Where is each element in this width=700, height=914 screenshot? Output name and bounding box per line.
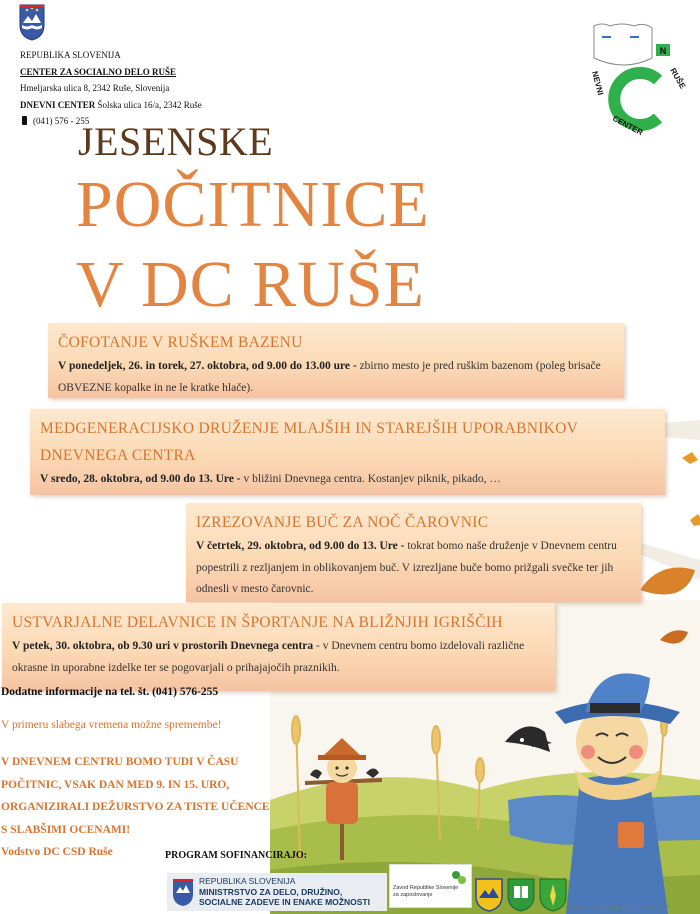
- duty-line: POČITNIC, VSAK DAN MED 9. IN 15. URO,: [1, 778, 230, 791]
- logo-center: CENTER: [611, 113, 645, 138]
- header-center-name: CENTER ZA SOCIALNO DELO RUŠE: [20, 66, 177, 77]
- dnevni-center-logo: [582, 22, 688, 140]
- zavod-line: Zavod Republike Slovenije: [393, 885, 459, 891]
- ministry-republic: REPUBLIKA SLOVENIJA: [199, 876, 296, 887]
- event-desc: - v Dnevnem centru bomo izdelovali različne okrasne in uporabne izdelke ter se pogovarjali o prihajajočih praznikih.: [12, 640, 525, 674]
- municipality-crest-icon: [539, 878, 567, 912]
- event-heading: MEDGENERACIJSKO DRUŽENJE MLAJŠIH IN STAREJŠIH UPORABNIKOV DNEVNEGA CENTRA: [40, 420, 578, 464]
- event-card-pumpkins: [186, 503, 641, 602]
- ministry-text: [199, 876, 370, 908]
- municipality-crest-icon: [475, 878, 503, 912]
- additional-info: Dodatne informacije na tel. št. (041) 576-255: [1, 686, 219, 698]
- title-line-1: JESENSKE: [78, 119, 274, 164]
- employment-service-logo: [389, 864, 472, 908]
- header-phone: (041) 576 - 255: [33, 116, 90, 126]
- header-day-center-address: Šolska ulica 16/a, 2342 Ruše: [95, 99, 202, 110]
- header-address: Hmeljarska ulica 8, 2342 Ruše, Slovenija: [20, 83, 170, 93]
- event-description: [58, 356, 614, 399]
- ministry-crest-icon: [171, 877, 195, 907]
- event-when: V sredo, 28. oktobra, od 9.00 do 13. Ure -: [40, 473, 244, 485]
- header-day-center: [20, 97, 202, 114]
- event-heading: IZREZOVANJE BUČ ZA NOČ ČAROVNIC: [196, 514, 489, 531]
- slovenia-coat-of-arms-icon: [18, 3, 46, 41]
- event-when: V petek, 30. oktobra, ob 9.30 uri v prostorih Dnevnega centra: [12, 640, 314, 652]
- event-desc: zbirno mesto je pred ruškim bazenom (poleg brisače OBVEZNE kopalke in ne le kratke hlače).: [58, 360, 601, 394]
- event-description: [40, 469, 655, 491]
- title-line-2: POČITNICE: [76, 168, 430, 241]
- title-line-3: V DC RUŠE: [76, 248, 425, 321]
- phone-icon: [22, 116, 27, 125]
- logo-ruse: RUŠE: [668, 66, 688, 91]
- event-heading: ČOFOTANJE V RUŠKEM BAZENU: [58, 334, 303, 351]
- municipality-crest-icon: [507, 878, 535, 912]
- event-card-workshops: [2, 603, 555, 691]
- event-desc: v bližini Dnevnega centra. Kostanjev piknik, pikado, …: [243, 473, 501, 485]
- header-day-center-label: DNEVNI CENTER: [20, 99, 96, 110]
- event-desc: tokrat bomo naše druženje v Dnevnem centru popestrili z rezljanjem in oblikovanjem buč. V izrezljane buče bomo prižgali svečke ter jih odnesli v mesto čarovnic.: [196, 540, 617, 595]
- duty-notice: [1, 751, 270, 864]
- event-heading: USTVARJALNE DELAVNICE IN ŠPORTANJE NA BLIŽNJIH IGRIŠČIH: [12, 614, 503, 631]
- event-when: V ponedeljek, 26. in torek, 27. oktobra, od 9.00 do 13.00 ure -: [58, 360, 360, 372]
- event-card-intergenerational: [30, 409, 665, 495]
- duty-line: S SLABŠIMI OCENAMI!: [1, 823, 131, 836]
- event-description: [196, 536, 631, 601]
- municipalities-credit: Občina Ruše, Lovrenc n. P. in Selnica ob D.: [566, 905, 672, 911]
- cofinance-label: PROGRAM SOFINANCIRAJO:: [165, 850, 307, 861]
- svg-text:N: N: [659, 46, 667, 56]
- logo-dnevni: NEVNI: [590, 70, 606, 97]
- duty-line: V DNEVNEM CENTRU BOMO TUDI V ČASU: [1, 756, 239, 768]
- zavod-line: za zaposlovanje: [393, 892, 433, 898]
- ministry-name-line: MINISTRSTVO ZA DELO, DRUŽINO,: [199, 886, 343, 897]
- event-when: V četrtek, 29. oktobra, od 9.00 do 13. Ure -: [196, 540, 408, 552]
- leaf-icon: [450, 870, 468, 886]
- weather-notice: V primeru slabega vremena možne spremembe!: [1, 719, 222, 731]
- event-card-pool: [48, 323, 624, 398]
- signature: Vodstvo DC CSD Ruše: [1, 846, 113, 858]
- event-description: [12, 636, 545, 679]
- duty-line: ORGANIZIRALI DEŽURSTVO ZA TISTE UČENCE: [1, 801, 270, 813]
- ministry-name-line: SOCIALNE ZADEVE IN ENAKE MOŽNOSTI: [199, 897, 370, 908]
- header-republic: REPUBLIKA SLOVENIJA: [20, 50, 121, 60]
- ministry-logo: [167, 873, 387, 911]
